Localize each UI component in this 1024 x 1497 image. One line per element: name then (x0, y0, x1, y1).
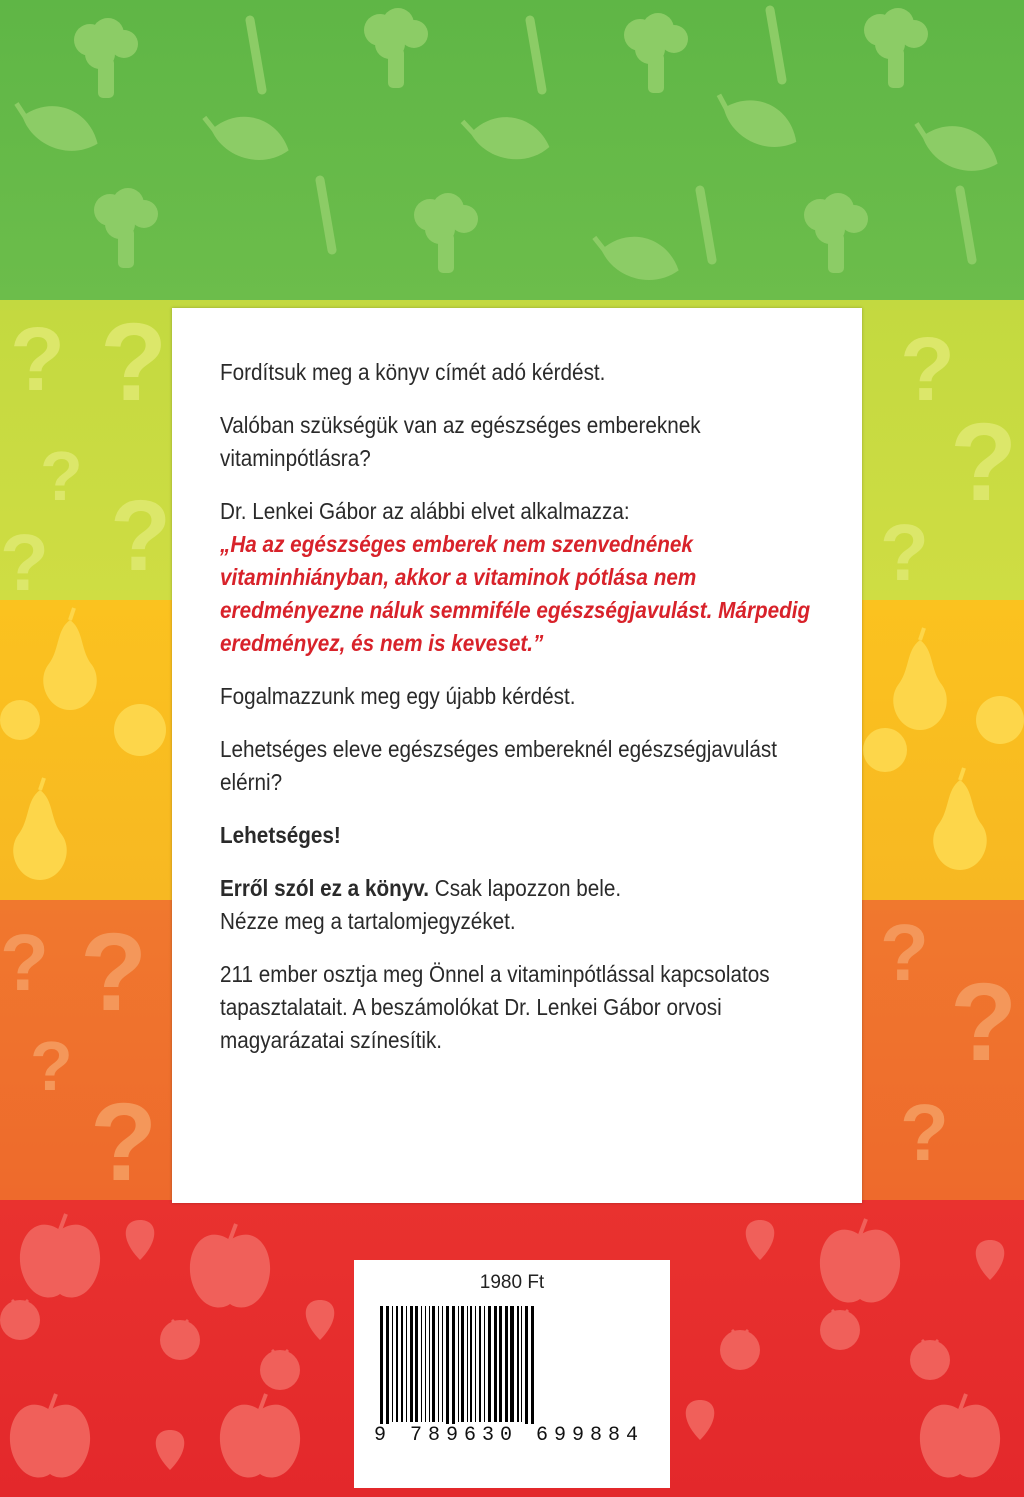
barcode-bar (415, 1306, 418, 1422)
leaf-icon (7, 92, 106, 162)
blurb-paragraph-3: Dr. Lenkei Gábor az alábbi elvet alkalmazza: (220, 498, 630, 524)
question-mark-icon: ? (950, 961, 1018, 1084)
blurb-paragraph-6 (220, 872, 832, 938)
tomato-icon (160, 1320, 200, 1360)
barcode-bar (467, 1306, 468, 1422)
barcode-bar (484, 1306, 485, 1422)
barcode-bar (386, 1306, 389, 1434)
question-mark-icon: ? (880, 508, 929, 597)
broccoli-icon (864, 8, 928, 88)
pear-icon (13, 778, 66, 880)
tomato-icon (820, 1310, 860, 1350)
question-mark-icon: ? (0, 918, 49, 1007)
barcode-bar (531, 1306, 534, 1434)
barcode-bar (446, 1306, 449, 1434)
barcode-bar (410, 1306, 413, 1422)
blurb-paragraph-4: Fogalmazzunk meg egy újabb kérdést. (220, 683, 576, 709)
question-mark-icon: ? (950, 401, 1018, 524)
question-mark-icon: ? (110, 480, 172, 592)
blurb-lead-rest: Csak lapozzon bele. (434, 875, 622, 901)
dot-icon (114, 704, 166, 756)
tomato-icon (910, 1340, 950, 1380)
berry-icon (156, 1430, 185, 1470)
question-mark-icon: ? (10, 310, 65, 410)
dot-icon (976, 696, 1024, 744)
blurb-bold-lead: Erről szól ez a könyv. (220, 875, 429, 901)
barcode-bar (499, 1306, 502, 1422)
barcode-bar (461, 1306, 464, 1422)
tomato-icon (0, 1300, 40, 1340)
berry-icon (686, 1400, 715, 1440)
apple-icon (820, 1219, 900, 1302)
stalk-icon (960, 190, 972, 260)
berry-icon (746, 1220, 775, 1260)
barcode-bar (517, 1306, 519, 1422)
barcode-bar (392, 1306, 393, 1422)
question-mark-icon: ? (0, 518, 49, 600)
stalk-icon (700, 190, 712, 260)
barcode-icon (374, 1306, 650, 1436)
leaf-icon (907, 112, 1006, 182)
pear-icon (933, 768, 986, 870)
apple-icon (190, 1224, 270, 1307)
barcode-bar (406, 1306, 407, 1422)
barcode-bar (380, 1306, 383, 1434)
barcode-bar (425, 1306, 426, 1422)
blurb-paragraph-5: Lehetséges eleve egészséges embereknél egészségjavulást elérni? (220, 736, 777, 795)
barcode-bar (429, 1306, 430, 1422)
barcode-bar (432, 1306, 435, 1422)
pear-icon (43, 608, 96, 710)
barcode-bar (452, 1306, 455, 1434)
leaf-icon (458, 109, 554, 165)
question-mark-icon: ? (30, 1027, 73, 1105)
leaf-icon (587, 225, 685, 288)
leaf-icon (707, 83, 806, 158)
apple-icon (220, 1394, 300, 1477)
blurb-text (220, 356, 832, 1077)
dot-icon (863, 728, 907, 772)
barcode-bar (401, 1306, 403, 1422)
barcode-bar (396, 1306, 398, 1422)
barcode-bar (442, 1306, 443, 1422)
green-band (0, 0, 1024, 300)
blurb-paragraph-7: 211 ember osztja meg Önnel a vitaminpótlással kapcsolatos tapasztalatait. A beszámolókat Dr. Lenkei Gábor orvosi magyarázatai színesítik. (220, 961, 770, 1053)
barcode-bar (510, 1306, 514, 1422)
broccoli-icon (94, 188, 158, 268)
stalk-icon (770, 10, 782, 80)
question-mark-icon: ? (900, 1088, 949, 1177)
blurb-answer: Lehetséges! (220, 822, 341, 848)
leaf-icon (197, 105, 295, 168)
question-mark-icon: ? (40, 437, 83, 515)
broccoli-icon (414, 193, 478, 273)
question-mark-icon: ? (80, 911, 148, 1034)
berry-icon (126, 1220, 155, 1260)
broccoli-icon (74, 18, 138, 98)
barcode-bar (475, 1306, 476, 1422)
barcode-box (354, 1260, 670, 1488)
tomato-icon (260, 1350, 300, 1390)
barcode-bar (470, 1306, 472, 1422)
blurb-paragraph-1: Fordítsuk meg a könyv címét adó kérdést. (220, 359, 606, 385)
barcode-bar (438, 1306, 439, 1422)
blurb-panel (172, 308, 862, 1203)
apple-icon (10, 1394, 90, 1477)
isbn-digits: 9 789630 699884 (374, 1424, 650, 1447)
berry-icon (976, 1240, 1005, 1280)
barcode-bar (479, 1306, 481, 1422)
stalk-icon (320, 180, 332, 250)
barcode-bar (505, 1306, 508, 1422)
dot-icon (0, 700, 40, 740)
stalk-icon (530, 20, 542, 90)
barcode-bar (525, 1306, 528, 1434)
berry-icon (306, 1300, 335, 1340)
broccoli-icon (804, 193, 868, 273)
question-mark-icon: ? (900, 320, 955, 420)
barcode-bar (521, 1306, 522, 1422)
question-mark-icon: ? (90, 1081, 158, 1200)
blurb-lead-line-2: Nézze meg a tartalomjegyzéket. (220, 908, 516, 934)
barcode-bar (488, 1306, 491, 1422)
apple-icon (920, 1394, 1000, 1477)
pear-icon (893, 628, 946, 730)
barcode-bar (421, 1306, 422, 1422)
broccoli-icon (624, 13, 688, 93)
barcode-bar (458, 1306, 459, 1422)
question-mark-icon: ? (880, 908, 929, 997)
blurb-paragraph-2: Valóban szükségük van az egészséges embereknek vitaminpótlásra? (220, 412, 701, 471)
barcode-bar (494, 1306, 497, 1422)
price-label: 1980 Ft (479, 1272, 545, 1293)
tomato-icon (720, 1330, 760, 1370)
stalk-icon (250, 20, 262, 90)
apple-icon (20, 1214, 100, 1297)
question-mark-icon: ? (100, 301, 168, 424)
broccoli-icon (364, 8, 428, 88)
blurb-quote: „Ha az egészséges emberek nem szenvednének vitaminhiányban, akkor a vitaminok pótlása nem eredményezne náluk semmiféle egészségjavulást. Márpedig eredményez, és nem is keveset.” (220, 531, 811, 656)
